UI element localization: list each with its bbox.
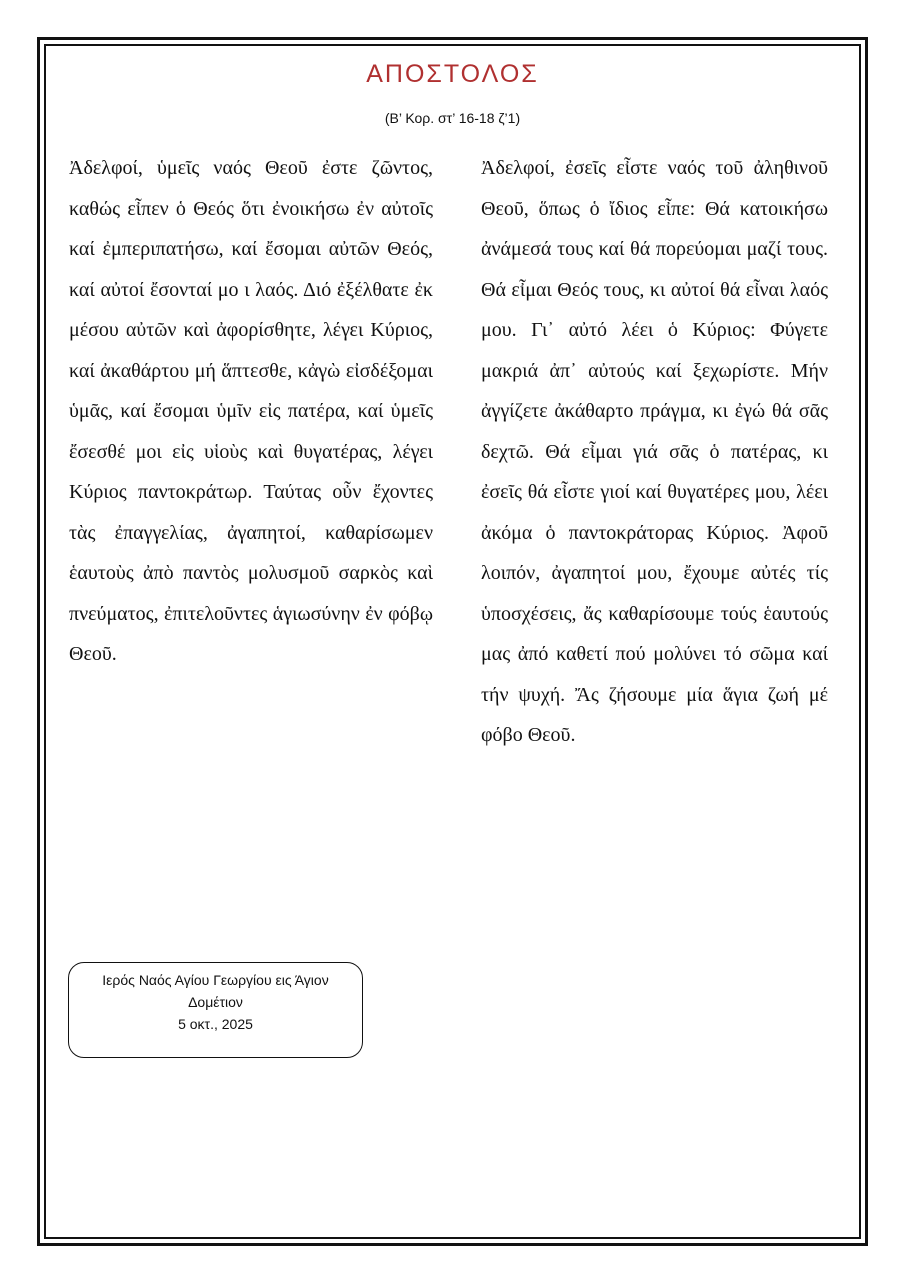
church-name-line-1: Ιερός Ναός Αγίου Γεωργίου εις Άγιον <box>102 972 329 988</box>
date-label: 5 οκτ., 2025 <box>178 1016 253 1032</box>
page-title: ΑΠΟΣΤΟΛΟΣ <box>366 60 539 88</box>
scripture-reference: (Β’ Κορ. στ’ 16-18 ζ’1) <box>384 110 521 126</box>
original-text-column: Ἀδελφοί, ὑμεῖς ναός Θεοῦ ἐστε ζῶντος, καθώς εἶπεν ὁ Θεός ὅτι ἐνοικήσω ἐν αὐτοῖς καί ἐμπεριπατήσω, καί ἔσομαι αὐτῶν Θεός, καί αὐτοί ἔσονταί μο ι λαός. Διό ἐξέλθατε ἐκ μέσου αὐτῶν καὶ ἀφορίσθητε, λέγει Κύριος, καί ἀκαθάρτου μή ἅπτεσθε, κἀγὼ εἰσδέξομαι ὑμᾶς, καί ἔσομαι ὑμῖν εἰς πατέρα, καί ὑμεῖς ἔσεσθέ μοι εἰς υἱοὺς καὶ θυγατέρας, λέγει Κύριος παντοκράτωρ. Ταύτας οὖν ἔχοντες τὰς ἐπαγγελίας, ἀγαπητοί, καθαρίσωμεν ἑαυτοὺς ἀπὸ παντὸς μολυσμοῦ σαρκὸς καὶ πνεύματος, ἐπιτελοῦντες ἁγιωσύνην ἐν φόβῳ Θεοῦ. <box>69 157 433 665</box>
translation-text-column: Ἀδελφοί, ἐσεῖς εἶστε ναός τοῦ ἀληθινοῦ Θεοῦ, ὅπως ὁ ἴδιος εἶπε: Θά κατοικήσω ἀνάμεσά τους καί θά πορεύομαι μαζί τους. Θά εἶμαι Θεός τους, κι αὐτοί θά εἶναι λαός μου. Γι᾽ αὐτό λέει ὁ Κύριος: Φύγετε μακριά ἀπ᾽ αὐτούς καί ξεχωρίστε. Μήν ἀγγίζετε ἀκάθαρτο πράγμα, κι ἐγώ θά σᾶς δεχτῶ. Θά εἶμαι γιά σᾶς ὁ πατέρας, κι ἐσεῖς θά εἶστε γιοί καί θυγατέρες μου, λέει ἀκόμα ὁ παντοκράτορας Κύριος. Ἀφοῦ λοιπόν, ἀγαπητοί μου, ἔχουμε αὐτές τίς ὑποσχέσεις, ἄς καθαρίσουμε τούς ἑαυτούς μας ἀπό καθετί πού μολύνει τό σῶμα καί τήν ψυχή. Ἄς ζήσουμε μία ἅγια ζωή μέ φόβο Θεοῦ. <box>481 157 828 746</box>
church-info-box <box>68 962 363 1058</box>
church-name-line-2: Δομέτιον <box>188 994 243 1010</box>
